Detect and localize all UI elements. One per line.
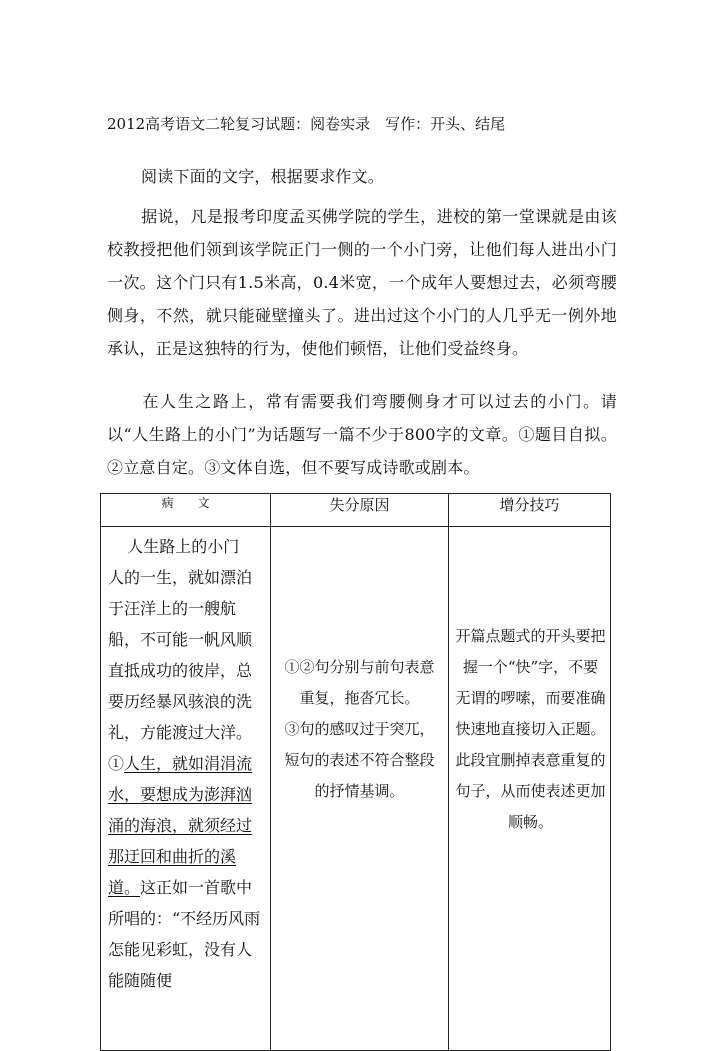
table-body-row	[101, 527, 611, 1051]
tip-line: 握一个“快”字，不要	[462, 658, 599, 676]
header-reason: 失分原因	[271, 494, 449, 527]
essay-text-underlined: 人生，就如涓涓流水，要想成为澎湃汹涌的海浪，就须经过那迂回和曲折的溪道。	[108, 754, 253, 897]
paragraph-story-text: 据说，凡是报考印度孟买佛学院的学生，进校的第一堂课就是由该校教授把他们领到该学院正门一侧的一个小门旁，让他们每人进出小门一次。这个门只有1.5米高，0.4米宽，一个成年人要想过去，必须弯腰侧身，不然，就只能碰壁撞头了。进出过这个小门的人几乎无一例外地承认，正是这独特的行为，使他们顿悟，让他们受益终身。	[107, 207, 617, 358]
paragraph-prompt	[107, 385, 617, 484]
analysis-table	[100, 493, 611, 1051]
paragraph-story	[107, 200, 617, 365]
reason-line: 重复，拖沓冗长。	[299, 689, 420, 707]
paragraph-prompt-text: 在人生之路上，常有需要我们弯腰侧身才可以过去的小门。请以“人生路上的小门”为话题写一篇不少于800字的文章。①题目自拟。②立意自定。③文体自选，但不要写成诗歌或剧本。	[107, 392, 617, 477]
header-essay: 病 文	[101, 494, 271, 527]
header-tips: 增分技巧	[449, 494, 611, 527]
reason-line: ①②句分别与前句表意	[284, 658, 435, 676]
essay-text-before: 人的一生，就如漂泊于汪洋上的一艘航船，不可能一帆风顺直抵成功的彼岸，总要历经暴风骇浪的洗礼，方能渡过大洋。①	[108, 568, 253, 773]
reason-line: ③句的感叹过于突兀，	[284, 720, 435, 738]
tip-line: 此段宜删掉表意重复的	[455, 751, 606, 769]
paragraph-instruction	[107, 160, 617, 193]
table-header-row	[101, 494, 611, 527]
essay-title: 人生路上的小门	[127, 537, 240, 556]
essay-text-after: 这正如一首歌中所唱的：“不经历风雨怎能见彩虹，没有人能随随便	[108, 878, 261, 990]
tips-cell	[449, 527, 611, 1051]
essay-cell	[101, 527, 271, 1051]
paragraph-instruction-text: 阅读下面的文字，根据要求作文。	[141, 167, 385, 186]
document-title: 2012高考语文二轮复习试题：阅卷实录 写作：开头、结尾	[107, 115, 506, 133]
tip-line: 顺畅。	[507, 813, 553, 831]
tip-line: 快速地直接切入正题。	[455, 720, 606, 738]
tip-line: 无谓的啰嗦，而要准确	[455, 689, 606, 707]
reason-line: 短句的表述不符合整段	[284, 751, 435, 769]
reason-line: 的抒情基调。	[314, 782, 405, 800]
essay-text	[108, 562, 266, 996]
tip-line: 句子，从而使表述更加	[455, 782, 606, 800]
reason-cell	[271, 527, 449, 1051]
tip-line: 开篇点题式的开头要把	[455, 627, 606, 645]
